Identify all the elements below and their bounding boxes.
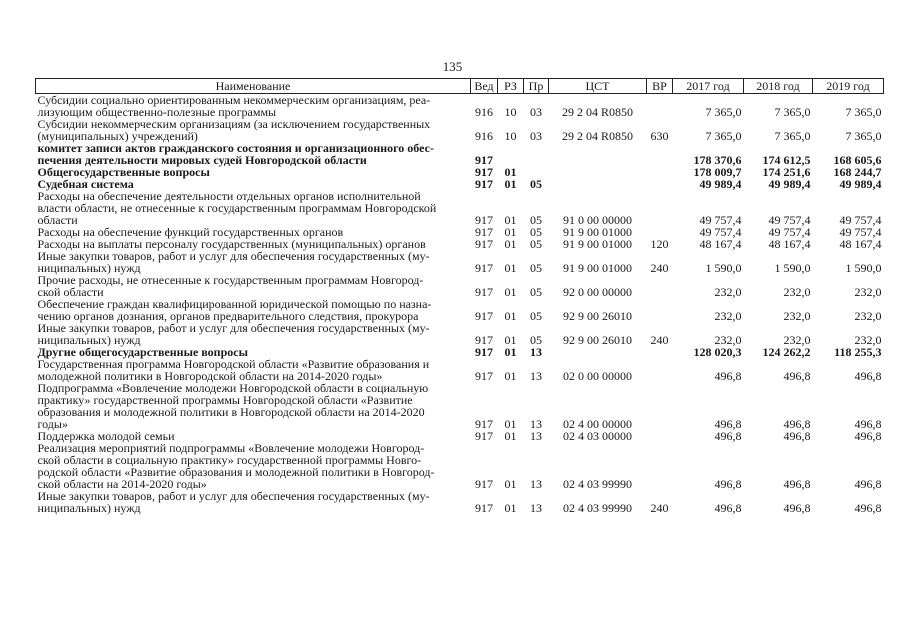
row-name: Реализация мероприятий подпрограммы «Вовлечение молодежи Новгород- ской области в социальную практику» государственной программы Новго- родской области «Развитие образования и молодежной политики в Новгород- ской области на 2014-2020 годы» (37, 441, 435, 491)
row-2018: 7 365,0 (774, 105, 811, 119)
row-ved: 917 (475, 177, 493, 191)
row-name: Прочие расходы, не отнесенные к государственным программам Новгород- ской области (37, 273, 424, 299)
table-row (36, 118, 884, 142)
row-cst: 91 9 00 01000 (563, 237, 632, 251)
row-ved: 917 (475, 285, 493, 299)
row-2019: 496,8 (854, 369, 882, 383)
header-pr: Пр (524, 79, 549, 94)
row-name: Государственная программа Новгородской области «Развитие образования и молодежной политики в Новгородской области на 2014-2020 годы» (37, 357, 430, 383)
row-pr: 13 (530, 477, 542, 491)
page-number: 135 (442, 59, 463, 74)
row-2019: 232,0 (854, 309, 882, 323)
row-vr (647, 94, 673, 119)
row-rz: 01 (504, 225, 517, 239)
row-vr (647, 358, 673, 382)
header-name: Наименование (36, 79, 471, 94)
header-ved: Вед (471, 79, 498, 94)
row-vr (647, 442, 673, 490)
row-2019: 49 757,4 (839, 213, 882, 227)
row-2017: 496,8 (714, 369, 742, 383)
row-name: Общегосударственные вопросы (37, 165, 210, 179)
row-vr (647, 430, 673, 442)
row-2019: 496,8 (854, 501, 882, 515)
row-2017: 178 370,6 (693, 153, 742, 167)
table-body (36, 94, 884, 515)
row-cst: 02 4 00 00000 (563, 417, 632, 431)
row-vr (647, 166, 673, 178)
row-2018: 232,0 (783, 285, 811, 299)
row-2018: 496,8 (783, 429, 811, 443)
table-row (36, 190, 884, 226)
row-ved: 917 (475, 333, 493, 347)
row-pr: 05 (530, 261, 542, 275)
table-row (36, 250, 884, 274)
row-cst: 91 9 00 01000 (563, 225, 632, 239)
row-2018: 49 989,4 (768, 177, 811, 191)
row-2017: 49 989,4 (699, 177, 742, 191)
row-2019: 118 255,3 (834, 345, 882, 359)
row-vr (647, 382, 673, 430)
row-2017: 7 365,0 (705, 129, 742, 143)
row-2019: 232,0 (854, 333, 882, 347)
row-ved: 917 (475, 429, 493, 443)
row-2017: 496,8 (714, 477, 742, 491)
row-2017: 49 757,4 (699, 213, 742, 227)
row-2019: 232,0 (854, 285, 882, 299)
row-ved: 917 (475, 417, 493, 431)
table-row (36, 166, 884, 178)
row-cst: 29 2 04 R0850 (561, 129, 633, 143)
row-pr: 03 (530, 129, 542, 143)
row-2019: 48 167,4 (839, 237, 882, 251)
row-2018: 49 757,4 (768, 225, 811, 239)
row-2018: 232,0 (783, 309, 811, 323)
row-cst: 92 0 00 00000 (563, 285, 632, 299)
row-name: Поддержка молодой семьи (37, 429, 175, 443)
row-pr: 13 (530, 429, 542, 443)
row-cst (549, 166, 647, 178)
table-row (36, 142, 884, 166)
table-row (36, 490, 884, 514)
row-name: Иные закупки товаров, работ и услуг для обеспечения государственных (му- ниципальных) нужд (37, 249, 430, 275)
header-cst: ЦСТ (549, 79, 647, 94)
row-rz: 10 (504, 129, 517, 143)
table-row (36, 94, 884, 119)
row-2019: 168 244,7 (833, 165, 882, 179)
row-name: Другие общегосударственные вопросы (37, 345, 248, 359)
row-2019: 7 365,0 (845, 129, 882, 143)
row-ved: 917 (475, 477, 493, 491)
row-2018: 1 590,0 (774, 261, 811, 275)
row-name: Расходы на выплаты персоналу государственных (муниципальных) органов (37, 237, 426, 251)
row-rz: 10 (504, 105, 517, 119)
row-vr: 630 (650, 129, 669, 143)
row-cst (549, 142, 647, 166)
row-pr: 13 (530, 345, 542, 359)
row-rz: 01 (504, 165, 517, 179)
row-rz: 01 (504, 237, 517, 251)
row-cst: 02 4 03 00000 (563, 429, 632, 443)
header-rz: РЗ (498, 79, 524, 94)
row-rz: 01 (504, 429, 517, 443)
row-pr: 05 (530, 309, 542, 323)
row-name: Расходы на обеспечение деятельности отдельных органов исполнительной власти области, не отнесенные к государственным программам Новгородской области (37, 189, 437, 227)
row-vr: 120 (650, 237, 669, 251)
header-2018: 2018 год (744, 79, 813, 94)
row-cst (549, 346, 647, 358)
row-name: Иные закупки товаров, работ и услуг для обеспечения государственных (му- ниципальных) нужд (37, 489, 430, 515)
row-ved: 917 (475, 309, 493, 323)
row-rz: 01 (504, 177, 517, 191)
row-pr: 05 (530, 333, 542, 347)
row-name: Субсидии некоммерческим организациям (за исключением государственных (муниципальных) учреждений) (37, 117, 431, 143)
row-2017: 232,0 (714, 285, 742, 299)
row-ved: 917 (475, 369, 493, 383)
row-ved: 917 (475, 225, 493, 239)
row-cst (549, 178, 647, 190)
row-name: Расходы на обеспечение функций государственных органов (37, 225, 344, 239)
row-2018: 48 167,4 (768, 237, 811, 251)
row-rz: 01 (504, 417, 517, 431)
row-2017: 496,8 (714, 501, 742, 515)
row-2019: 7 365,0 (845, 105, 882, 119)
row-cst: 02 4 03 99990 (563, 477, 632, 491)
row-vr (647, 142, 673, 166)
row-2017: 496,8 (714, 429, 742, 443)
row-2018: 232,0 (783, 333, 811, 347)
row-2018: 496,8 (783, 417, 811, 431)
table-row (36, 322, 884, 346)
row-vr (647, 178, 673, 190)
table-header-row (36, 79, 884, 94)
row-rz: 01 (504, 309, 517, 323)
row-rz: 01 (504, 501, 517, 515)
row-2017: 128 020,3 (693, 345, 742, 359)
row-2018: 124 262,2 (762, 345, 811, 359)
row-ved: 917 (475, 165, 493, 179)
row-name: Подпрограмма «Вовлечение молодежи Новгородской области в социальную практику» государственной программы Новгородской области «Развитие образования и молодежной политики в Новгородской области на 2014-2020 годы» (37, 381, 429, 431)
row-2017: 1 590,0 (705, 261, 742, 275)
row-vr (647, 298, 673, 322)
row-cst: 02 4 03 99990 (563, 501, 632, 515)
row-pr: 05 (530, 213, 542, 227)
row-2019: 496,8 (854, 477, 882, 491)
table-row (36, 382, 884, 430)
row-2019: 168 605,6 (833, 153, 882, 167)
row-2018: 174 251,6 (762, 165, 811, 179)
row-pr: 05 (530, 177, 542, 191)
row-name: Иные закупки товаров, работ и услуг для обеспечения государственных (му- ниципальных) нужд (37, 321, 430, 347)
table-row (36, 298, 884, 322)
row-ved: 917 (475, 501, 493, 515)
header-2017: 2017 год (673, 79, 744, 94)
row-cst: 91 9 00 01000 (563, 261, 632, 275)
row-2018: 496,8 (783, 501, 811, 515)
row-2019: 49 989,4 (839, 177, 882, 191)
row-rz (498, 142, 524, 166)
table-row (36, 274, 884, 298)
row-vr: 240 (650, 261, 669, 275)
row-cst: 29 2 04 R0850 (561, 105, 633, 119)
row-rz: 01 (504, 333, 517, 347)
budget-table (35, 78, 884, 514)
row-cst: 92 9 00 26010 (563, 309, 632, 323)
row-rz: 01 (504, 285, 517, 299)
row-ved: 917 (475, 213, 493, 227)
header-vr: ВР (647, 79, 673, 94)
row-vr: 240 (650, 333, 669, 347)
row-2019: 496,8 (854, 417, 882, 431)
row-ved: 917 (475, 345, 493, 359)
row-2017: 7 365,0 (705, 105, 742, 119)
row-2019: 49 757,4 (839, 225, 882, 239)
row-2018: 49 757,4 (768, 213, 811, 227)
row-2019: 1 590,0 (845, 261, 882, 275)
row-rz: 01 (504, 477, 517, 491)
row-rz: 01 (504, 345, 517, 359)
row-name: Субсидии социально ориентированным некоммерческим организациям, реа- лизующим общественно-полезные программы (37, 93, 431, 119)
row-2017: 232,0 (714, 309, 742, 323)
row-ved: 916 (475, 105, 493, 119)
row-vr (647, 274, 673, 298)
row-vr: 240 (650, 501, 669, 515)
row-pr: 05 (530, 237, 542, 251)
row-name: комитет записи актов гражданского состояния и организационного обес- печения деятельности мировых судей Новгородской области (37, 141, 434, 167)
row-ved: 917 (475, 261, 493, 275)
row-2017: 48 167,4 (699, 237, 742, 251)
row-pr: 03 (530, 105, 542, 119)
row-2017: 496,8 (714, 417, 742, 431)
row-2018: 174 612,5 (762, 153, 811, 167)
row-2017: 232,0 (714, 333, 742, 347)
row-name: Обеспечение граждан квалифицированной юридической помощью по назна- чению органов дознания, органов предварительного следствия, прокурора (37, 297, 432, 323)
table-row (36, 358, 884, 382)
row-rz: 01 (504, 261, 517, 275)
row-ved: 917 (475, 237, 493, 251)
row-2017: 49 757,4 (699, 225, 742, 239)
row-cst: 91 0 00 00000 (563, 213, 632, 227)
row-2018: 496,8 (783, 477, 811, 491)
row-vr (647, 190, 673, 226)
row-cst: 02 0 00 00000 (563, 369, 632, 383)
row-pr: 13 (530, 369, 542, 383)
row-vr (647, 346, 673, 358)
row-2018: 7 365,0 (774, 129, 811, 143)
row-rz: 01 (504, 213, 517, 227)
row-pr: 05 (530, 225, 542, 239)
row-pr: 05 (530, 285, 542, 299)
row-name: Судебная система (37, 177, 134, 191)
header-2019: 2019 год (813, 79, 884, 94)
row-cst: 92 9 00 26010 (563, 333, 632, 347)
row-ved: 916 (475, 129, 493, 143)
table-row (36, 442, 884, 490)
row-pr: 13 (530, 501, 542, 515)
row-2017: 178 009,7 (693, 165, 742, 179)
row-2019: 496,8 (854, 429, 882, 443)
row-2018: 496,8 (783, 369, 811, 383)
row-pr (524, 142, 549, 166)
row-ved: 917 (475, 153, 493, 167)
row-rz: 01 (504, 369, 517, 383)
row-pr: 13 (530, 417, 542, 431)
